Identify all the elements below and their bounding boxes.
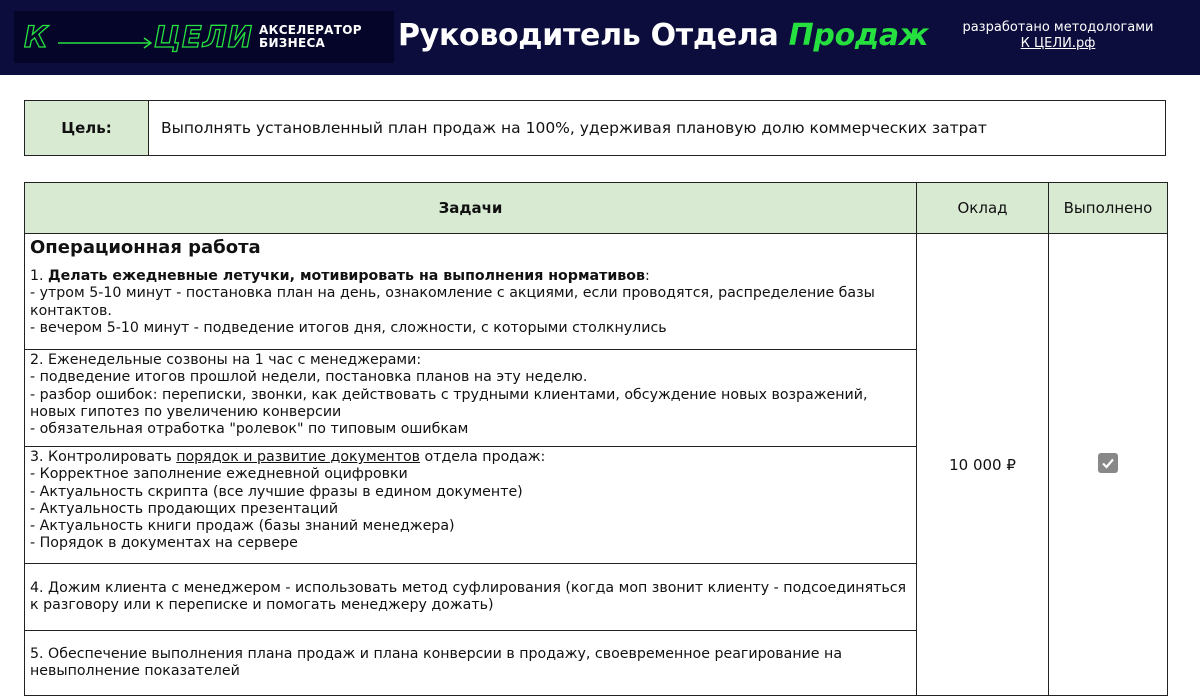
task-cell-5 <box>25 631 917 696</box>
task-line: - Актуальность продающих презентаций <box>30 500 339 517</box>
goal-label: Цель: <box>25 101 149 155</box>
task-line: - разбор ошибок: переписки, звонки, как действовать с трудными клиентами, обсуждение новых возражений, новых гипотез по увеличению конверсии <box>30 386 868 420</box>
credit-link[interactable]: К ЦЕЛИ.рф <box>1020 36 1096 51</box>
task-line: - Актуальность книги продаж (базы знаний менеджера) <box>30 518 455 535</box>
header-tasks: Задачи <box>25 183 917 234</box>
header-salary: Оклад <box>917 183 1049 234</box>
task-heading: 2. Еженедельные созвоны на 1 час с менеджерами: <box>30 352 422 368</box>
task-line: - Корректное заполнение ежедневной оцифровки <box>30 466 408 483</box>
task-line: - подведение итогов прошлой недели, постановка планов на эту неделю. <box>30 369 588 386</box>
brand-logo[interactable] <box>14 11 394 63</box>
header-done: Выполнено <box>1049 183 1168 234</box>
section-title: Операционная работа <box>30 237 261 258</box>
task-line: - Актуальность скрипта (все лучшие фразы в едином документе) <box>30 483 523 500</box>
task-line: - обязательная отработка "ролевок" по типовым ошибкам <box>30 421 469 438</box>
documents-link[interactable]: порядок и развитие документов <box>176 449 421 465</box>
task-line: - Порядок в документах на сервере <box>30 535 298 552</box>
logo-word: ЦЕЛИ <box>154 20 254 54</box>
logo-letter: К <box>24 20 49 54</box>
task-cell-1: Операционная работа 1. Делать ежедневные летучки, мотивировать на выполнения нормативов: - утром 5-10 минут - постановка план на день, ознакомление с акциями, если проводятся, распределение базы контактов. - вечером 5-10 минут - подведение итогов дня, сложности, с которыми столкнулись <box>25 234 917 350</box>
tasks-table <box>24 182 1168 696</box>
table-header-row <box>25 183 1168 234</box>
credit <box>948 20 1168 52</box>
task-heading: 4. Дожим клиента с менеджером - использовать метод суфлирования (когда моп звонит клиенту - подсоединяться к разговору или к переписке и помогать менеджеру дожать) <box>30 579 907 613</box>
logo-arrow-icon <box>58 37 154 49</box>
task-cell-3: 3. Контролировать порядок и развитие документов отдела продаж: - Корректное заполнение ежедневной оцифровки - Актуальность скрипта (все лучшие фразы в едином документе) - Актуальность продающих презентаций - Актуальность книги продаж (базы знаний менеджера) - Порядок в документах на сервере <box>25 447 917 564</box>
checkbox-checked[interactable] <box>1098 453 1118 473</box>
page-title-accent: Продаж <box>788 18 929 53</box>
goal-box <box>24 100 1166 156</box>
header-bar <box>0 0 1200 75</box>
task-heading: 5. Обеспечение выполнения плана продаж и плана конверсии в продажу, своевременное реагирование на невыполнение показателей <box>30 645 843 679</box>
logo-subtitle: АКСЕЛЕРАТОР БИЗНЕСА <box>259 23 362 50</box>
checkmark-icon <box>1100 455 1116 471</box>
task-line: - утром 5-10 минут - постановка план на день, ознакомление с акциями, если проводятся, распределение базы контактов. <box>30 285 875 319</box>
task-line: - вечером 5-10 минут - подведение итогов дня, сложности, с которыми столкнулись <box>30 319 667 336</box>
task-cell-4 <box>25 564 917 631</box>
done-cell <box>1049 234 1168 696</box>
page-title: Руководитель Отдела Продаж <box>398 18 929 53</box>
credit-text: разработано методологами <box>962 20 1154 35</box>
goal-text: Выполнять установленный план продаж на 100%, удерживая плановую долю коммерческих затрат <box>161 119 987 137</box>
task-heading: Делать ежедневные летучки, мотивировать на выполнения нормативов <box>48 268 645 284</box>
salary-value: 10 000 ₽ <box>917 234 1049 696</box>
task-cell-2 <box>25 350 917 447</box>
table-row <box>25 234 1168 350</box>
